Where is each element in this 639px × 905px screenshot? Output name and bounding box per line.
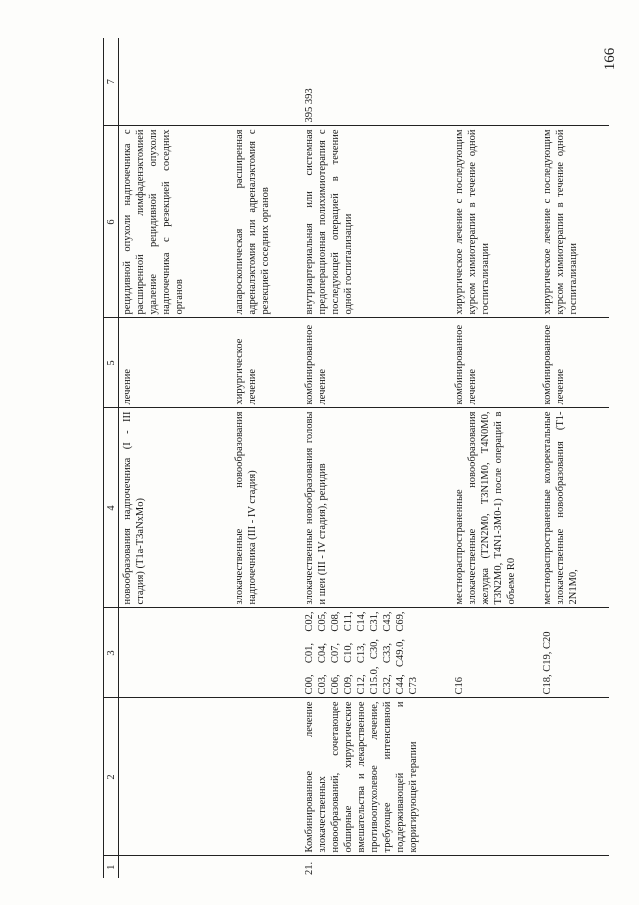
cost: 395 393 [301, 38, 451, 126]
treatment-method: хирургическое лечение с последующим курсом химиотерапии в течение одной госпитализации [539, 126, 609, 318]
patient-model: злокачественные новообразования головы и шеи (III - IV стадия), рецидив [301, 408, 451, 608]
page-number: 166 [602, 47, 618, 71]
row-number [231, 856, 301, 878]
table-row [539, 38, 609, 878]
treatment-type: комбинированное лечение [301, 318, 451, 408]
cost [451, 38, 539, 126]
header-col-4: 4 [104, 408, 119, 608]
treatment-type: комбинированное лечение [451, 318, 539, 408]
patient-model: злокачественные новообразования надпочечника (III - IV стадия) [231, 408, 301, 608]
row-number [451, 856, 539, 878]
procedure-name [231, 698, 301, 856]
procedure-name [451, 698, 539, 856]
treatment-method: лапароскопическая расширенная адреналэктомия или адреналэктомия с резекцией соседних органов [231, 126, 301, 318]
cost [539, 38, 609, 126]
patient-model: местнораспространенные колоректальные злокачественные новообразования (T1-2N1M0, [539, 408, 609, 608]
icd-codes: C16 [451, 608, 539, 698]
medical-procedures-table [103, 38, 609, 878]
header-col-7: 7 [104, 38, 119, 126]
row-number [119, 856, 231, 878]
patient-model: местнораспространенные злокачественные новообразования желудка (T2N2M0, T3N1M0, T4N0M0, T3N2M0, T4N1-3M0-1) после операций в объеме R0 [451, 408, 539, 608]
patient-model: новообразования надпочечника (I - III стадия) (T1a-T3aNxMo) [119, 408, 231, 608]
header-col-6: 6 [104, 126, 119, 318]
table-row [451, 38, 539, 878]
table-row [301, 38, 451, 878]
header-row [104, 38, 119, 878]
table-row [231, 38, 301, 878]
cost [119, 38, 231, 126]
treatment-method: внутриартериальная или системная предоперационная полихимиотерапия с последующей операцией в течение одной госпитализации [301, 126, 451, 318]
header-col-2: 2 [104, 698, 119, 856]
procedure-name [539, 698, 609, 856]
procedure-name: Комбинированное лечение злокачественных новообразований, сочетающее обширные хирургические вмешательства и лекарственное противоопухолевое лечение, требующее интенсивной поддерживающей и корригирующей терапии [301, 698, 451, 856]
rotated-table-container [103, 18, 639, 878]
icd-codes: C00, C01, C02, C03, C04, C05, C06, C07, C08, C09, C10, C11, C12, C13, C14, C15.0, C30, C31, C32, C33, C43, C44, C49.0, C69, C73 [301, 608, 451, 698]
icd-codes [231, 608, 301, 698]
table-row [119, 38, 231, 878]
treatment-type: лечение [119, 318, 231, 408]
treatment-type: комбинированное лечение [539, 318, 609, 408]
treatment-type: хирургическое лечение [231, 318, 301, 408]
header-col-1: 1 [104, 856, 119, 878]
row-number [539, 856, 609, 878]
icd-codes [119, 608, 231, 698]
cost [231, 38, 301, 126]
treatment-method: рецидивной опухоли надпочечника с расширенной лимфаденэктомией удаление рецидивной опухоли надпочечника с резекцией соседних органов [119, 126, 231, 318]
icd-codes: C18, C19, C20 [539, 608, 609, 698]
procedure-name [119, 698, 231, 856]
header-col-5: 5 [104, 318, 119, 408]
treatment-method: хирургическое лечение с последующим курсом химиотерапии в течение одной госпитализации [451, 126, 539, 318]
header-col-3: 3 [104, 608, 119, 698]
row-number: 21. [303, 861, 315, 875]
